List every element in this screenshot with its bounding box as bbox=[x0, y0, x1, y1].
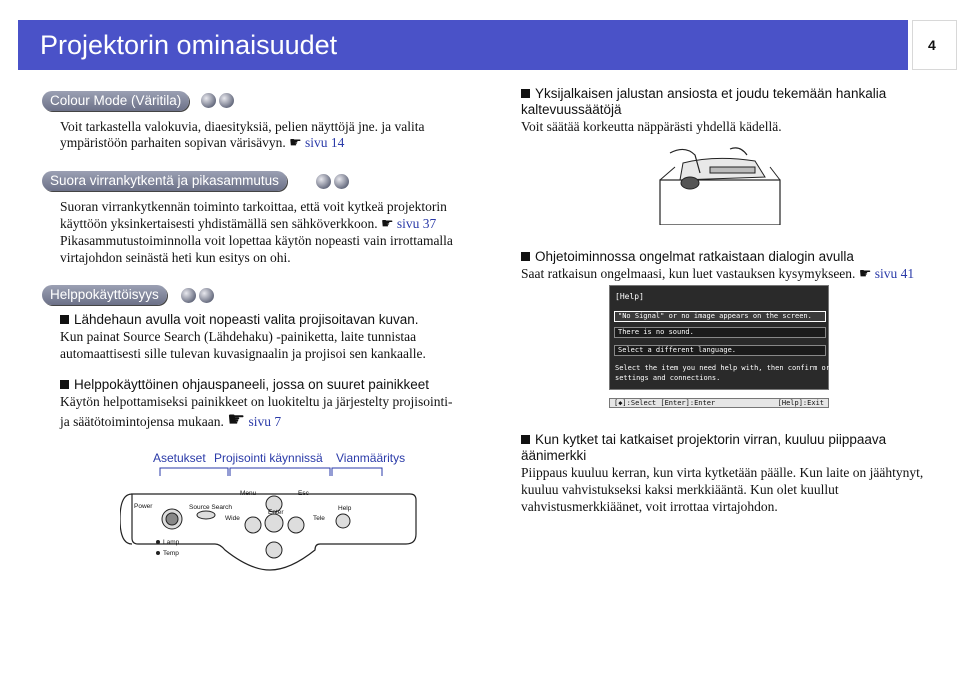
help-option-no-sound-label: There is no sound. bbox=[618, 328, 694, 336]
temp-indicator-label: Temp bbox=[163, 550, 179, 557]
beeps-heading-2: äänimerkki bbox=[521, 448, 587, 463]
page-ref-link[interactable]: sivu 14 bbox=[305, 135, 345, 150]
control-panel-text-1: Käytön helpottamiseksi painikkeet on luokiteltu ja järjestelty projisointi- bbox=[60, 394, 453, 409]
direct-power-text-4: virtajohdon seinästä heti kun esitys on ohi. bbox=[60, 250, 291, 265]
control-panel-text-2: ja säätötoimintojensa mukaan. ☛ sivu 7 bbox=[60, 407, 282, 431]
help-status-bar bbox=[609, 398, 829, 408]
direct-power-badge: Suora virrankytkentä ja pikasammutus bbox=[42, 171, 287, 191]
label-troubleshooting: Vianmääritys bbox=[336, 451, 406, 465]
source-search-button-label[interactable]: Source Search bbox=[189, 504, 232, 511]
colour-mode-text-1: Voit tarkastella valokuvia, diaesityksiä, pelien näyttöjä jne. ja valita bbox=[60, 119, 425, 134]
pointing-hand-icon: ☛ bbox=[227, 407, 246, 431]
help-screen bbox=[609, 285, 860, 390]
menu-button-label[interactable]: Menu bbox=[240, 490, 257, 497]
esc-button-label[interactable]: Esc bbox=[298, 490, 309, 497]
direct-power-text-2: käyttöön yksinkertaisesti yhdistämällä sen sähköverkkoon. ☛ sivu 37 bbox=[60, 216, 437, 232]
label-settings: Asetukset bbox=[153, 451, 206, 465]
lamp-indicator-label: Lamp bbox=[163, 539, 180, 546]
pointing-hand-icon: ☛ bbox=[858, 266, 872, 282]
tele-button-label[interactable]: Tele bbox=[313, 515, 325, 522]
rating-dots bbox=[201, 93, 234, 108]
colour-mode-text-2: ympäristöön parhaiten sopivan värisävyn. ☛ sivu 14 bbox=[60, 135, 345, 151]
colour-mode-badge: Colour Mode (Väritila) bbox=[42, 91, 189, 111]
wide-button-label[interactable]: Wide bbox=[225, 515, 240, 522]
control-panel-diagram bbox=[120, 464, 420, 574]
page-ref-link[interactable]: sivu 41 bbox=[874, 266, 915, 281]
help-screen-title: [Help] bbox=[615, 292, 644, 301]
control-panel-heading: Helppokäyttöinen ohjauspaneeli, jossa on suuret painikkeet bbox=[60, 376, 429, 394]
pointing-hand-icon: ☛ bbox=[380, 216, 394, 232]
bullet-icon bbox=[521, 89, 530, 98]
help-text-1: Saat ratkaisun ongelmaasi, kun luet vastauksen kysymykseen. ☛ sivu 41 bbox=[521, 266, 915, 282]
beeps-heading-1: Kun kytket tai katkaiset projektorin virran, kuuluu piippaava bbox=[521, 431, 886, 449]
help-instruction-1: Select the item you need help with, then confirm or modify bbox=[615, 364, 860, 372]
help-instruction-2: settings and connections. bbox=[615, 374, 721, 382]
bullet-icon bbox=[60, 380, 69, 389]
source-search-text-2: automaattisesti sille tulevan kuvasignaalin ja projisoi sen kankaalle. bbox=[60, 346, 426, 361]
source-search-text-1: Kun painat Source Search (Lähdehaku) -painiketta, laite tunnistaa bbox=[60, 329, 417, 344]
help-button-label[interactable]: Help bbox=[338, 505, 352, 512]
help-option-no-signal-label: "No Signal" or no image appears on the screen. bbox=[618, 312, 812, 320]
label-projecting: Projisointi käynnissä bbox=[214, 451, 323, 465]
stand-heading-2: kaltevuussäätöjä bbox=[521, 102, 622, 117]
page-number: 4 bbox=[928, 37, 936, 53]
rating-dots bbox=[181, 288, 214, 303]
beeps-text-2: kuuluu vahvistukseksi kaksi merkkiääntä. Kun olet kuullut bbox=[521, 482, 839, 497]
direct-power-text-1: Suoran virrankytkennän toiminto tarkoittaa, että voit kytkeä projektorin bbox=[60, 199, 447, 214]
help-status-left: [◆]:Select [Enter]:Enter bbox=[614, 399, 716, 407]
ease-of-use-badge: Helppokäyttöisyys bbox=[42, 285, 167, 305]
enter-button-label[interactable]: Enter bbox=[268, 509, 284, 516]
pointing-hand-icon: ☛ bbox=[289, 135, 302, 151]
power-button-label[interactable]: Power bbox=[134, 503, 153, 510]
page-ref-link[interactable]: sivu 37 bbox=[396, 216, 437, 231]
help-heading: Ohjetoiminnossa ongelmat ratkaistaan dialogin avulla bbox=[521, 248, 854, 266]
bullet-icon bbox=[60, 315, 69, 324]
source-search-heading: Lähdehaun avulla voit nopeasti valita projisoitavan kuvan. bbox=[60, 311, 418, 329]
bullet-icon bbox=[521, 435, 530, 444]
projector-stand-illustration bbox=[655, 145, 785, 225]
direct-power-text-3: Pikasammutustoiminnolla voit lopettaa käytön nopeasti vain irrottamalla bbox=[60, 233, 453, 248]
help-option-language-label: Select a different language. bbox=[618, 346, 737, 354]
beeps-text-3: vahvistusmerkkiäänet, voit irrottaa virtajohdon. bbox=[521, 499, 778, 514]
page-ref-link[interactable]: sivu 7 bbox=[248, 414, 282, 429]
stand-text-1: Voit säätää korkeutta näppärästi yhdellä kädellä. bbox=[521, 119, 782, 134]
page-title: Projektorin ominaisuudet bbox=[40, 30, 338, 60]
help-status-right: [Help]:Exit bbox=[777, 399, 824, 407]
stand-heading-1: Yksijalkaisen jalustan ansiosta et joudu tekemään hankalia bbox=[521, 85, 886, 103]
bullet-icon bbox=[521, 252, 530, 261]
rating-dots bbox=[316, 174, 349, 189]
beeps-text-1: Piippaus kuuluu kerran, kun virta kytketään päälle. Kun laite on jäähtynyt, bbox=[521, 465, 924, 480]
